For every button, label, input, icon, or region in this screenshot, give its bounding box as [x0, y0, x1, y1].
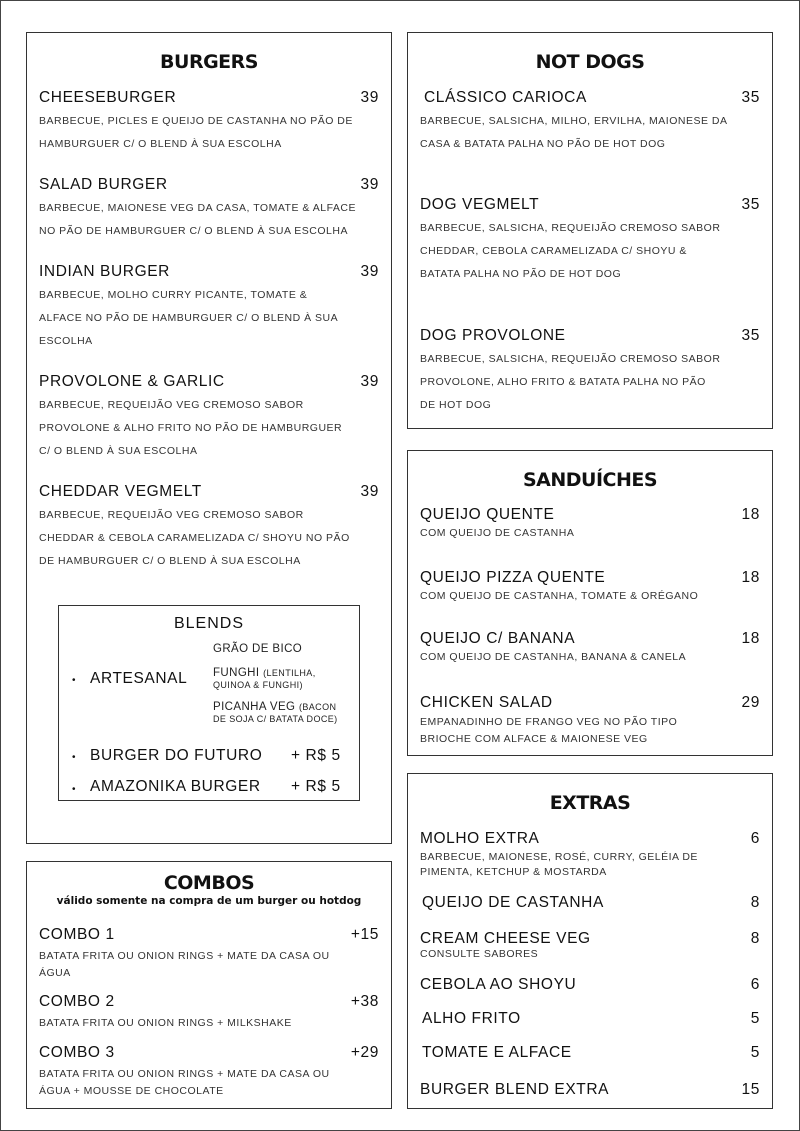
menu-item — [420, 506, 760, 541]
blend-artesanal: ARTESANAL — [90, 670, 188, 687]
menu-item — [422, 1044, 760, 1062]
menu-item — [39, 373, 379, 463]
item-price: +15 — [350, 926, 379, 943]
item-price: 35 — [741, 327, 760, 344]
item-desc: BATATA FRITA OU ONION RINGS + MILKSHAKE — [39, 1017, 292, 1029]
item-desc: COM QUEIJO DE CASTANHA — [420, 527, 575, 539]
menu-item — [420, 327, 760, 417]
menu-item — [39, 263, 379, 353]
menu-item — [420, 930, 760, 960]
item-desc: BARBECUE, PICLES E QUEIJO DE CASTANHA NO PÃO DE — [39, 115, 353, 127]
item-desc: C/ O BLEND À SUA ESCOLHA — [39, 445, 198, 457]
item-desc: CONSULTE SABORES — [420, 948, 539, 960]
item-price: 39 — [360, 263, 379, 280]
item-desc: CHEDDAR, CEBOLA CARAMELIZADA C/ SHOYU & — [420, 245, 687, 257]
item-price: 18 — [741, 569, 760, 586]
item-name: PROVOLONE & GARLIC — [39, 373, 225, 390]
menu-item — [420, 830, 760, 880]
extras-section — [407, 773, 773, 1109]
item-desc: BATATA FRITA OU ONION RINGS + MATE DA CASA OU — [39, 1068, 330, 1080]
menu-item — [420, 976, 760, 994]
item-desc: BARBECUE, SALSICHA, MILHO, ERVILHA, MAIONESE DA — [420, 115, 728, 127]
item-name: TOMATE E ALFACE — [422, 1044, 572, 1061]
item-price: 35 — [741, 89, 760, 106]
item-price: 18 — [741, 630, 760, 647]
blend-option: GRÃO DE BICO — [213, 643, 303, 655]
extras-title: EXTRAS — [549, 792, 631, 814]
item-price: 6 — [750, 830, 760, 847]
item-desc: BARBECUE, SALSICHA, REQUEIJÃO CREMOSO SABOR — [420, 222, 721, 234]
item-desc: NO PÃO DE HAMBURGUER C/ O BLEND À SUA ESCOLHA — [39, 225, 348, 237]
item-desc: BARBECUE, MOLHO CURRY PICANTE, TOMATE & — [39, 289, 308, 301]
blend-option: PICANHA VEG (BACON DE SOJA C/ BATATA DOCE) — [213, 701, 338, 724]
sanduiches-section — [407, 450, 773, 756]
menu-item — [420, 196, 760, 286]
menu-item — [420, 569, 760, 604]
item-price: 29 — [741, 694, 760, 711]
item-name: DOG VEGMELT — [420, 196, 540, 213]
item-name: ALHO FRITO — [422, 1010, 521, 1027]
item-desc: BARBECUE, MAIONESE VEG DA CASA, TOMATE & ALFACE — [39, 202, 357, 214]
menu-item — [422, 894, 760, 912]
sanduiches-title: SANDUÍCHES — [522, 469, 658, 491]
bullet-icon: • — [72, 752, 76, 763]
menu-item — [39, 176, 379, 243]
item-name: CHEDDAR VEGMELT — [39, 483, 202, 500]
item-desc: EMPANADINHO DE FRANGO VEG NO PÃO TIPO — [420, 716, 678, 728]
item-name: SALAD BURGER — [39, 176, 168, 193]
item-price: 6 — [750, 976, 760, 993]
item-name: CHICKEN SALAD — [420, 694, 553, 711]
item-desc: PROVOLONE, ALHO FRITO & BATATA PALHA NO PÃO — [420, 376, 706, 388]
item-price: 15 — [741, 1081, 760, 1098]
item-desc: PIMENTA, KETCHUP & MOSTARDA — [420, 866, 607, 878]
item-desc: PROVOLONE & ALHO FRITO NO PÃO DE HAMBURGUER — [39, 422, 343, 434]
item-desc: COM QUEIJO DE CASTANHA, BANANA & CANELA — [420, 651, 687, 663]
menu-item — [422, 1010, 760, 1028]
item-price: 39 — [360, 373, 379, 390]
blends-box — [58, 605, 360, 801]
item-price: 5 — [750, 1044, 760, 1061]
item-desc: BATATA FRITA OU ONION RINGS + MATE DA CASA OU — [39, 950, 330, 962]
item-desc: ESCOLHA — [39, 335, 93, 347]
combos-title: COMBOS — [163, 872, 255, 894]
blend-extra-price: + R$ 5 — [291, 778, 341, 795]
menu-item — [39, 89, 379, 156]
item-price: 35 — [741, 196, 760, 213]
item-desc: ÁGUA + MOUSSE DE CHOCOLATE — [39, 1085, 224, 1097]
item-price: 39 — [360, 89, 379, 106]
item-desc: CASA & BATATA PALHA NO PÃO DE HOT DOG — [420, 138, 666, 150]
item-name: COMBO 1 — [39, 926, 115, 943]
item-desc: HAMBURGUER C/ O BLEND À SUA ESCOLHA — [39, 138, 282, 150]
item-price: 39 — [360, 483, 379, 500]
item-name: MOLHO EXTRA — [420, 830, 540, 847]
menu-item — [420, 694, 760, 748]
burgers-title: BURGERS — [160, 51, 258, 73]
item-price: 8 — [750, 894, 760, 911]
item-desc: BARBECUE, REQUEIJÃO VEG CREMOSO SABOR — [39, 399, 304, 411]
item-desc: ÁGUA — [39, 967, 71, 979]
item-desc: BATATA PALHA NO PÃO DE HOT DOG — [420, 268, 622, 280]
item-name: CLÁSSICO CARIOCA — [424, 89, 587, 106]
combos-subtitle: válido somente na compra de um burger ou hotdog — [56, 895, 362, 907]
blend-option: FUNGHI (LENTILHA, QUINOA & FUNGHI) — [213, 667, 316, 690]
item-price: 18 — [741, 506, 760, 523]
menu-item — [420, 1081, 760, 1099]
item-desc: BARBECUE, SALSICHA, REQUEIJÃO CREMOSO SABOR — [420, 353, 721, 365]
item-name: CEBOLA AO SHOYU — [420, 976, 577, 993]
item-name: QUEIJO C/ BANANA — [420, 630, 576, 647]
blend-extra-name: BURGER DO FUTURO — [90, 747, 263, 764]
item-name: CREAM CHEESE VEG — [420, 930, 591, 947]
item-desc: COM QUEIJO DE CASTANHA, TOMATE & ORÉGANO — [420, 590, 699, 602]
item-name: COMBO 3 — [39, 1044, 115, 1061]
item-desc: CHEDDAR & CEBOLA CARAMELIZADA C/ SHOYU NO PÃO — [39, 532, 350, 544]
item-name: QUEIJO DE CASTANHA — [422, 894, 604, 911]
item-price: 5 — [750, 1010, 760, 1027]
combos-section — [26, 861, 392, 1109]
item-name: INDIAN BURGER — [39, 263, 170, 280]
menu-item — [39, 483, 379, 573]
item-price: +29 — [350, 1044, 379, 1061]
notdogs-title: NOT DOGS — [535, 51, 645, 73]
notdogs-section — [407, 32, 773, 429]
item-desc: DE HAMBURGUER C/ O BLEND À SUA ESCOLHA — [39, 555, 301, 567]
item-name: QUEIJO QUENTE — [420, 506, 555, 523]
item-desc: ALFACE NO PÃO DE HAMBURGUER C/ O BLEND À SUA — [39, 312, 339, 324]
bullet-icon: • — [72, 675, 76, 686]
menu-item — [420, 89, 760, 156]
menu-item — [39, 993, 379, 1032]
item-name: BURGER BLEND EXTRA — [420, 1081, 610, 1098]
item-price: 39 — [360, 176, 379, 193]
item-desc: BARBECUE, MAIONESE, ROSÉ, CURRY, GELÉIA DE — [420, 851, 698, 863]
blend-extra-price: + R$ 5 — [291, 747, 341, 764]
bullet-icon: • — [72, 784, 76, 795]
item-name: DOG PROVOLONE — [420, 327, 566, 344]
item-price: +38 — [350, 993, 379, 1010]
menu-item — [420, 630, 760, 665]
item-name: COMBO 2 — [39, 993, 115, 1010]
menu-item — [39, 1044, 379, 1100]
item-desc: BRIOCHE COM ALFACE & MAIONESE VEG — [420, 733, 648, 745]
blends-title: BLENDS — [173, 615, 245, 632]
item-name: CHEESEBURGER — [39, 89, 177, 106]
item-name: QUEIJO PIZZA QUENTE — [420, 569, 606, 586]
item-desc: DE HOT DOG — [420, 399, 492, 411]
menu-item — [39, 926, 379, 982]
blend-extra-name: AMAZONIKA BURGER — [90, 778, 261, 795]
item-price: 8 — [750, 930, 760, 947]
item-desc: BARBECUE, REQUEIJÃO VEG CREMOSO SABOR — [39, 509, 304, 521]
